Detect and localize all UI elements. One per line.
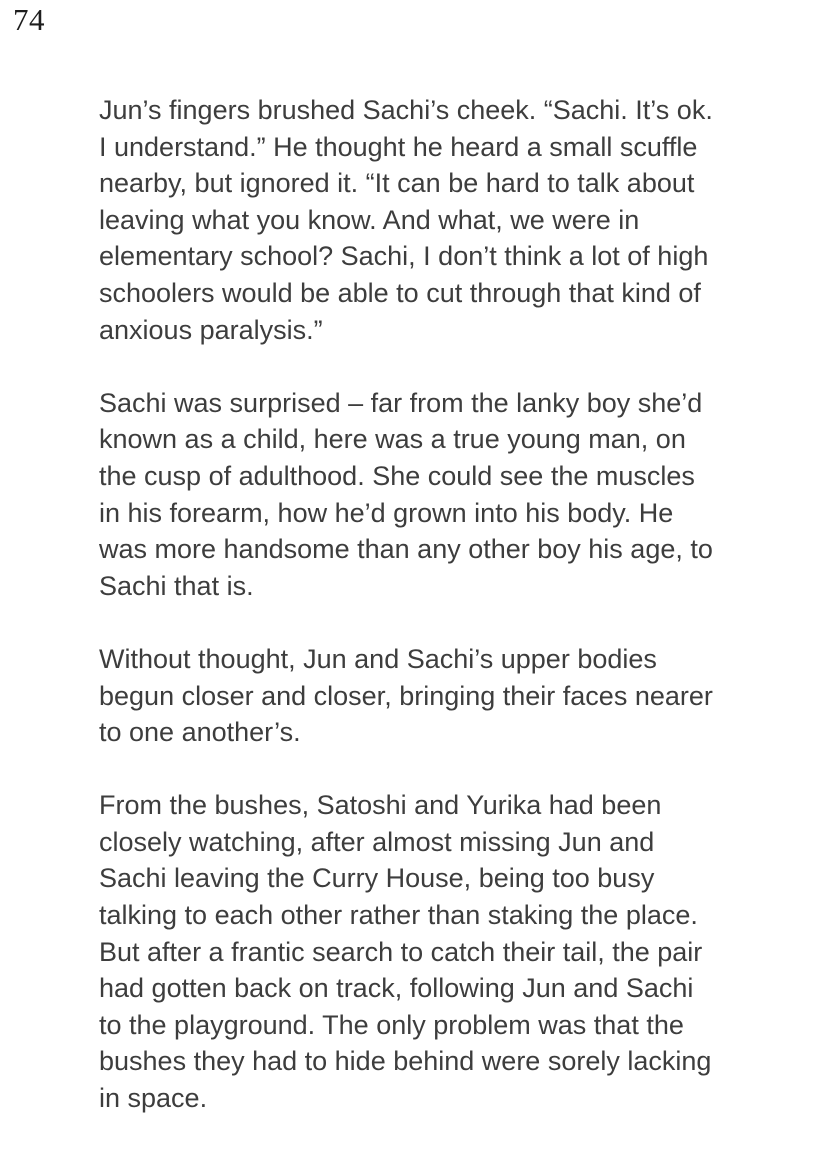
paragraph: [99, 787, 759, 1116]
text-line: to the playground. The only problem was that the: [99, 1009, 684, 1040]
page-text: [99, 92, 759, 1117]
text-line: schoolers would be able to cut through that kind of: [99, 277, 701, 308]
text-line: bushes they had to hide behind were sorely lacking: [99, 1046, 712, 1077]
text-line: nearby, but ignored it. “It can be hard to talk about: [99, 168, 695, 199]
text-line: known as a child, here was a true young man, on: [99, 424, 686, 455]
text-line: the cusp of adulthood. She could see the muscles: [99, 460, 695, 491]
paragraph: [99, 385, 759, 605]
text-line: Sachi was surprised – far from the lanky boy she’d: [99, 387, 703, 418]
text-line: Sachi that is.: [99, 570, 254, 601]
text-line: But after a frantic search to catch their tail, the pair: [99, 936, 703, 967]
text-line: in space.: [99, 1083, 208, 1114]
text-line: leaving what you know. And what, we were in: [99, 204, 640, 235]
text-line: Jun’s fingers brushed Sachi’s cheek. “Sachi. It’s ok.: [99, 95, 713, 125]
text-line: to one another’s.: [99, 717, 301, 748]
text-line: Sachi leaving the Curry House, being too busy: [99, 863, 655, 894]
text-line: Without thought, Jun and Sachi’s upper bodies: [99, 643, 657, 674]
text-line: was more handsome than any other boy his age, to: [99, 534, 713, 565]
paragraph: [99, 92, 759, 348]
text-line: begun closer and closer, bringing their faces nearer: [99, 680, 713, 711]
page-number: 74: [13, 2, 45, 37]
text-line: talking to each other rather than staking the place.: [99, 900, 698, 931]
paragraph: [99, 641, 759, 751]
text-line: elementary school? Sachi, I don’t think a lot of high: [99, 241, 709, 272]
text-line: I understand.” He thought he heard a small scuffle: [99, 131, 698, 162]
text-line: anxious paralysis.”: [99, 314, 323, 345]
text-line: closely watching, after almost missing Jun and: [99, 826, 655, 857]
text-line: From the bushes, Satoshi and Yurika had been: [99, 790, 662, 821]
text-line: had gotten back on track, following Jun and Sachi: [99, 973, 694, 1004]
text-line: in his forearm, how he’d grown into his body. He: [99, 497, 674, 528]
